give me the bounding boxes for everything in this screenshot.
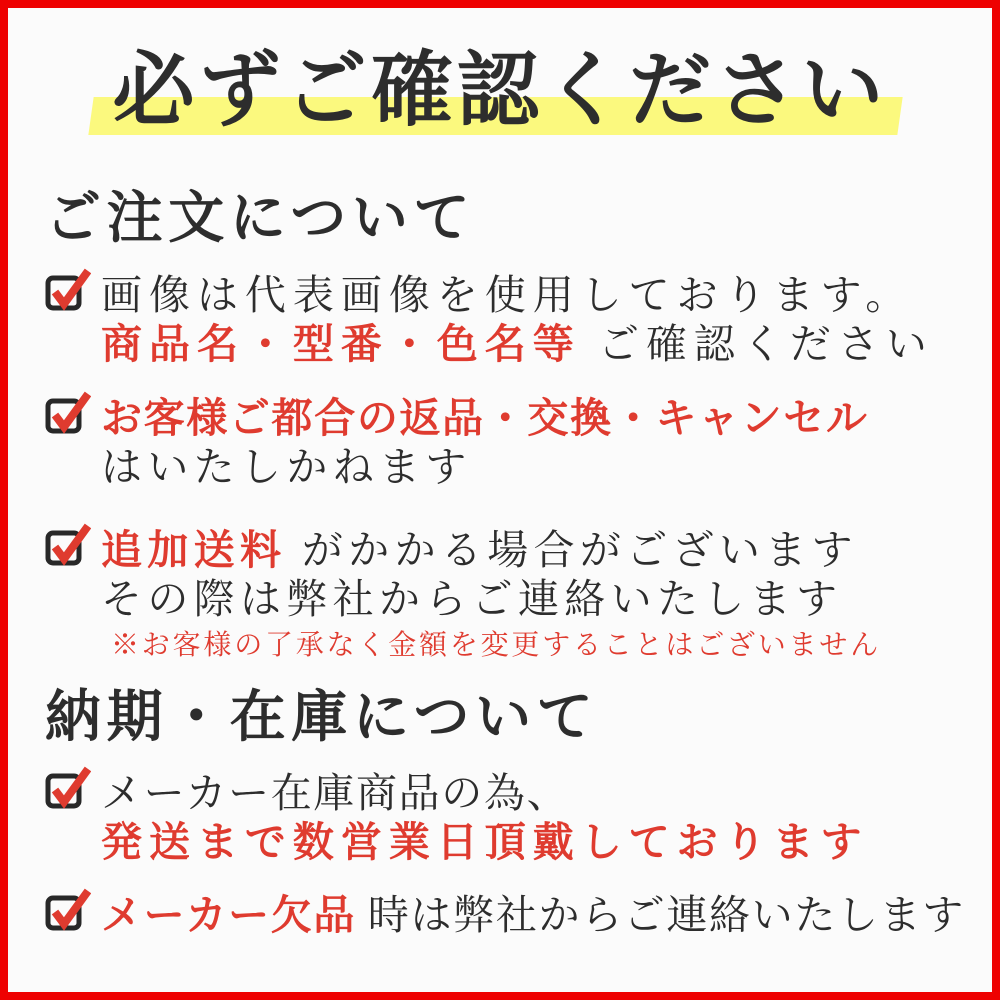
item-segment: 画像は代表画像を使用しております。 [101, 272, 914, 318]
list-item [45, 526, 881, 665]
item-segment-emphasis: 発送まで数営業日頂戴しております [101, 819, 869, 865]
checkbox-checked-icon [45, 522, 91, 566]
list-item [45, 394, 869, 492]
item-line [101, 769, 869, 818]
item-text [101, 526, 881, 665]
item-segment-emphasis: お客様ご都合の返品・交換・キャンセル [101, 395, 869, 441]
item-line [101, 443, 869, 492]
item-segment-emphasis: メーカー欠品 [101, 892, 357, 938]
item-segment: がかかる場合がございます [301, 527, 858, 573]
item-line [101, 818, 869, 867]
section-heading-order: ご注文について [45, 188, 476, 250]
item-line [101, 394, 869, 443]
item-segment: メーカー在庫商品の為、 [101, 770, 570, 816]
section-heading-delivery-stock: 納期・在庫について [45, 687, 599, 749]
item-segment: はいたしかねます [101, 444, 472, 490]
title-row [8, 44, 992, 138]
item-line [101, 320, 934, 369]
checkbox-checked-icon [45, 390, 91, 434]
item-segment: ご確認ください [597, 321, 934, 367]
item-line [101, 526, 881, 575]
item-text [101, 394, 869, 492]
checkbox-checked-icon [45, 765, 91, 809]
list-item [45, 271, 934, 369]
item-text [101, 271, 934, 369]
item-segment-emphasis: 追加送料 [101, 527, 287, 573]
checkbox-checked-icon [45, 267, 91, 311]
item-note: ※お客様の了承なく金額を変更することはございません [111, 630, 882, 661]
item-line [101, 575, 881, 624]
item-text [101, 769, 869, 867]
item-segment-emphasis: 商品名・型番・色名等 [101, 321, 581, 367]
list-item [45, 769, 869, 867]
page-title-text: 必ずご確認ください [112, 45, 888, 136]
item-line [101, 271, 934, 320]
list-item [45, 891, 965, 940]
item-line [101, 891, 965, 940]
item-segment: その際は弊社からご連絡いたします [101, 576, 843, 622]
checkbox-checked-icon [45, 887, 91, 931]
page-title [113, 44, 888, 138]
item-segment: 時は弊社からご連絡いたします [367, 892, 965, 938]
item-text [101, 891, 965, 940]
